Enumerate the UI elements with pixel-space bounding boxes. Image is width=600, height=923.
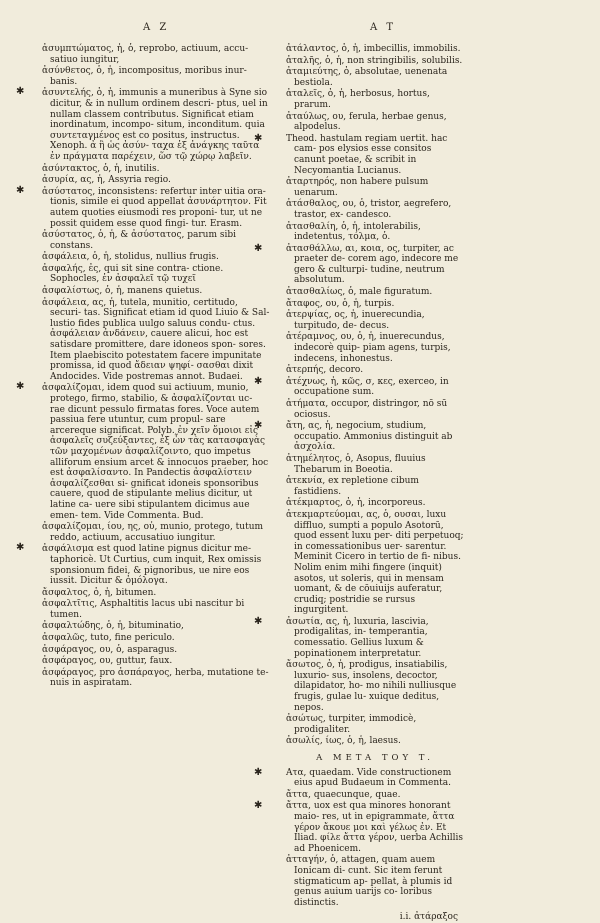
dictionary-entry: ἀτεκνία, ex repletione cibum fastidiens. (286, 476, 419, 497)
dictionary-entry: ἀσωλίς, ίως, ὁ, ἡ, laesus. (286, 736, 401, 747)
section-title: A META TOY T. (316, 753, 434, 763)
folio-catchword: i.i. ἀτάραξος (399, 912, 458, 923)
dictionary-entry: ✱ ἀσωτία, ας, ἡ, luxuria, lascivia, prodigalitas, in- temperantia, comessatio. Gellius luxum & popinationem interpretatur. (286, 617, 464, 659)
dictionary-entry: ἀτταγήν, ὁ, attagen, quam auem Ionicam di- cunt. Sic item ferunt stigmaticum ap- pellat, à plumis id genus auium uarijs co- loribus distinctis. (286, 855, 453, 908)
dictionary-entry: ἀταλῆς, ὁ, ἡ, non stringibilis, solubilis. (286, 55, 463, 66)
dictionary-entry: ✱ ἄτη, ας, ἡ, negocium, studium, occupatio. Ammonius distinguit ab ἀσχολία. (286, 421, 464, 453)
dictionary-entry: ἀτήματα, occupor, distringor, nō sū ociosus. (286, 399, 448, 420)
dictionary-entry: ἄττα, quaecunque, quae. (286, 789, 401, 800)
dictionary-entry: ἀσφάραγος, ου, ὁ, asparagus. (42, 644, 178, 655)
dictionary-entry: ἀσφαλίστως, ὁ, ἡ, manens quietus. (42, 286, 203, 297)
right-column (286, 44, 464, 923)
dictionary-entry: ἀταρτηρός, non habere pulsum uenarum. (286, 177, 429, 198)
dictionary-entry: ✱ Theod. hastulam regiam uertit. hac cam- pos elysios esse consitos canunt poetae, & scribit in Necyomantia Lucianus. (286, 134, 464, 176)
dictionary-entry: ✱ ἀσύστατος, inconsistens: refertur inter uitia ora- tionis, simile ei quod appellat ἀσυνάρτητον. Fit autem quoties eiusmodi res proponi- tur, ut ne possit quidem esse quod fingi- tur. Erasm. (42, 187, 270, 229)
dictionary-entry: ἀτέκμαρτος, ὁ, ἡ, incorporeus. (286, 498, 426, 509)
dictionary-entry: ἀσώτως, turpiter, immodicè, prodigaliter. (286, 714, 417, 735)
dictionary-entry: ἀσφάλεια, ας, ἡ, tutela, munitio, certitudo, securi- tas. Significat etiam id quod Liuio & Sal- lustio fides publica uulgo saluus condu- ctus. ἀσφάλειαν ἀνδάνειν, cauere alicui, hoc est satisdare promittere, dare idoneos spon- sores. Item plaebiscito potestatem facere impunitate promissa, id quod ἄδειαν ψηφί- σασθαι dixit Andocides. Vide postremas annot. Budaei. (42, 297, 270, 382)
running-header (0, 22, 600, 38)
section2-entries (286, 768, 464, 909)
dictionary-entry: ἀτημέλητος, ὁ, Asopus, fluuius Thebarum in Boeotia. (286, 453, 426, 475)
dictionary-entry: ἀταμιεύτης, ὁ, absolutae, uenenata bestiola. (286, 67, 448, 88)
dictionary-entry: ἀσφάραγος, ου, guttur, faux. (42, 656, 173, 667)
dictionary-entry: ἀτασθαλίη, ὁ, ἡ, intolerabilis, indetentus, τόλμα, ὁ. (286, 221, 421, 243)
dictionary-entry: ἀτέραμνος, ου, ὁ, ἡ, inuerecundus, indecorè quip- piam agens, turpis, indecens, inhonestus. (286, 332, 451, 364)
dictionary-entry: ἀτεκμαρτεύομαι, ας, ὁ, ουσαι, luxu diffluo, sumpti a populo Asotorū, quod essent luxu per- diti perpetuoq; in comessationibus uer- sarentur. Meminit Cicero in tertio de fi- nibus. Nolim enim mihi fingere (inquit) asotos, ut soleris, qui in mensam uomant, & de cōuiuijs auferatur, crudiq; postridie se rursus ingurgitent. (286, 509, 464, 616)
dictionary-entry: ἀτάσθαλος, ου, ὁ, tristor, aegrefero, trastor, ex- candesco. (286, 199, 452, 220)
dictionary-entry: ✱ Aτα, quaedam. Vide constructionem eius apud Budaeum in Commenta. (286, 768, 464, 789)
dictionary-entry: ✱ ἀσφάλισμα est quod latine pignus dicitur me- taphoricè. Ut Curtius, cum inquit, Rex omissis sponsionum fidei, & pignoribus, ue nire eos iussit. Dicitur & ὁμόλογα. (42, 544, 270, 586)
dictionary-entry: ἀταύλως, ου, ferula, herbae genus, alpodelus. (286, 111, 447, 133)
dictionary-entry: ἀσύντακτος, ὁ, ἡ, inutilis. (42, 163, 160, 174)
dictionary-entry: ✱ ἄττα, uox est qua minores honorant maio- res, ut in epigrammate, ἄττα γέρον ἄκουε μοι καὶ γέλως ἐν. Et Iliad. φίλε ἄττα γέρον, uerba Achillis ad Phoenicem. (286, 801, 464, 854)
left-column (42, 44, 270, 690)
dictionary-entry: ἀσύνθετος, ὁ, ἡ, incompositus, moribus inur- banis. (42, 66, 247, 87)
dictionary-entry: ✱ ἀτέχνως, ἡ, κῶς, σ, κες, exerceo, in occupatione sum. (286, 377, 464, 398)
dictionary-entry: ἄσωτος, ὁ, ἡ, prodigus, insatiabilis, luxurio- sus, insolens, decoctor, dilapidator, ho- mo nihili nulliusque frugis, gulae lu- xuique deditus, nepos. (286, 660, 457, 713)
dictionary-entry: ✱ ἀτασθάλλω, αι, κοια, ος, turpiter, ac praeter de- corem ago, indecore me gero & culturpi- tudine, neutrum absolutum. (286, 244, 464, 286)
dictionary-entry: ἀσφάραγος, pro ἀσπάραγος, herba, mutatione te- nuis in aspiratam. (42, 667, 269, 689)
dictionary-entry: ἄταφος, ου, ὁ, ἡ, turpis. (286, 298, 395, 309)
dictionary-entry: ✱ ἀσφαλίζομαι, idem quod sui actiuum, munio, protego, firmo, stabilio, & ἀσφαλίζονται uc- rae dicunt pessulo firmatas fores. Voce autem passiua fere utuntur, cum propul- sare arcereque significat. Polyb. ἐν χεῖν ὅμοιοι εἰς ἀσφαλεῖς συζεύξαντες, ἐξ ὧν τὰς κατασφαγὰς τῶν μαχομένων ἀσφαλίζοιντο, quo impetus alliforum ensium arcet & innocuos praeber, hoc est ἀσφαλίσαντο. In Pandectis ἀσφαλίστειν ἀσφαλίζεσθαι si- gnificat idoneis sponsoribus cauere, quod de stipulante melius dicitur, ut latine ca- uere sibi stipulantem dicimus aue emen- tem. Vide Commenta. Bud. (42, 383, 270, 521)
dictionary-entry: ἀτάλαντος, ὁ, ἡ, imbecillis, immobilis. (286, 44, 461, 54)
dictionary-entry: ἀσφαλτῖτις, Asphaltitis lacus ubi nascitur bi tumen. (42, 599, 245, 620)
dictionary-entry: ἀσύστατος, ὁ, ἡ, & ἀσύστατος, parum sibi constans. (42, 230, 236, 251)
header-right: A T (370, 22, 397, 33)
dictionary-entry: ἀσφαλίζομαι, ίου, ης, οὐ, munio, protego, tutum reddo, actiuum, accusatiuo iungitur. (42, 522, 264, 543)
header-left: A Z (143, 22, 170, 33)
dictionary-entry: ἀσφαλῶς, tuto, fine periculo. (42, 633, 175, 644)
dictionary-entry: ἀσφαλτώδης, ὁ, ἡ, bituminatio, (42, 621, 184, 632)
dictionary-entry: ἀτασθαλίως, ὁ, male figuratum. (286, 287, 433, 298)
dictionary-entry: ✱ ἀσυντελής, ὁ, ἡ, immunis a muneribus à Syne sio dicitur, & in nullum ordinem descri- ptus, uel in nullam classem contributus. Significat etiam inordinatum, incompo- situm, inconditum. quia συντεταγμένος est co positus, instructus. Xenoph. ἀ ἢ ὡς ἀσύν- ταχα ἐξ ἀνάγκης ταῦτα ἐν πράγματα παρέχειν, ὥσ τῷ χώρῳ λαβεῖν. (42, 88, 270, 162)
right-column-entries (286, 44, 464, 747)
dictionary-entry: ἀτερψίας, ος, ἡ, inuerecundia, turpitudo, de- decus. (286, 310, 425, 331)
dictionary-entry: ἀσυμπτώματος, ἡ, ὁ, reprobo, actiuum, accu- satiuo iungitur, (42, 44, 249, 65)
dictionary-entry: ἀσφαλής, ἐς, qui sit sine contra- ctione. Sophocles, ἐν ἀσφαλεῖ τῷ τυχεῖ (42, 263, 224, 285)
dictionary-entry: ἀσφάλεια, ὁ, ἡ, stolidus, nullius frugis. (42, 252, 219, 263)
dictionary-entry: ἄσφαλτος, ὁ, ἡ, bitumen. (42, 587, 157, 598)
dictionary-entry: ἀσυρία, ας, ἡ, Assyria regio. (42, 175, 171, 186)
dictionary-entry: ἀτερπής, decoro. (286, 365, 364, 376)
dictionary-entry: ἀταλεῖς, ὁ, ἡ, herbosus, hortus, prarum. (286, 89, 430, 110)
